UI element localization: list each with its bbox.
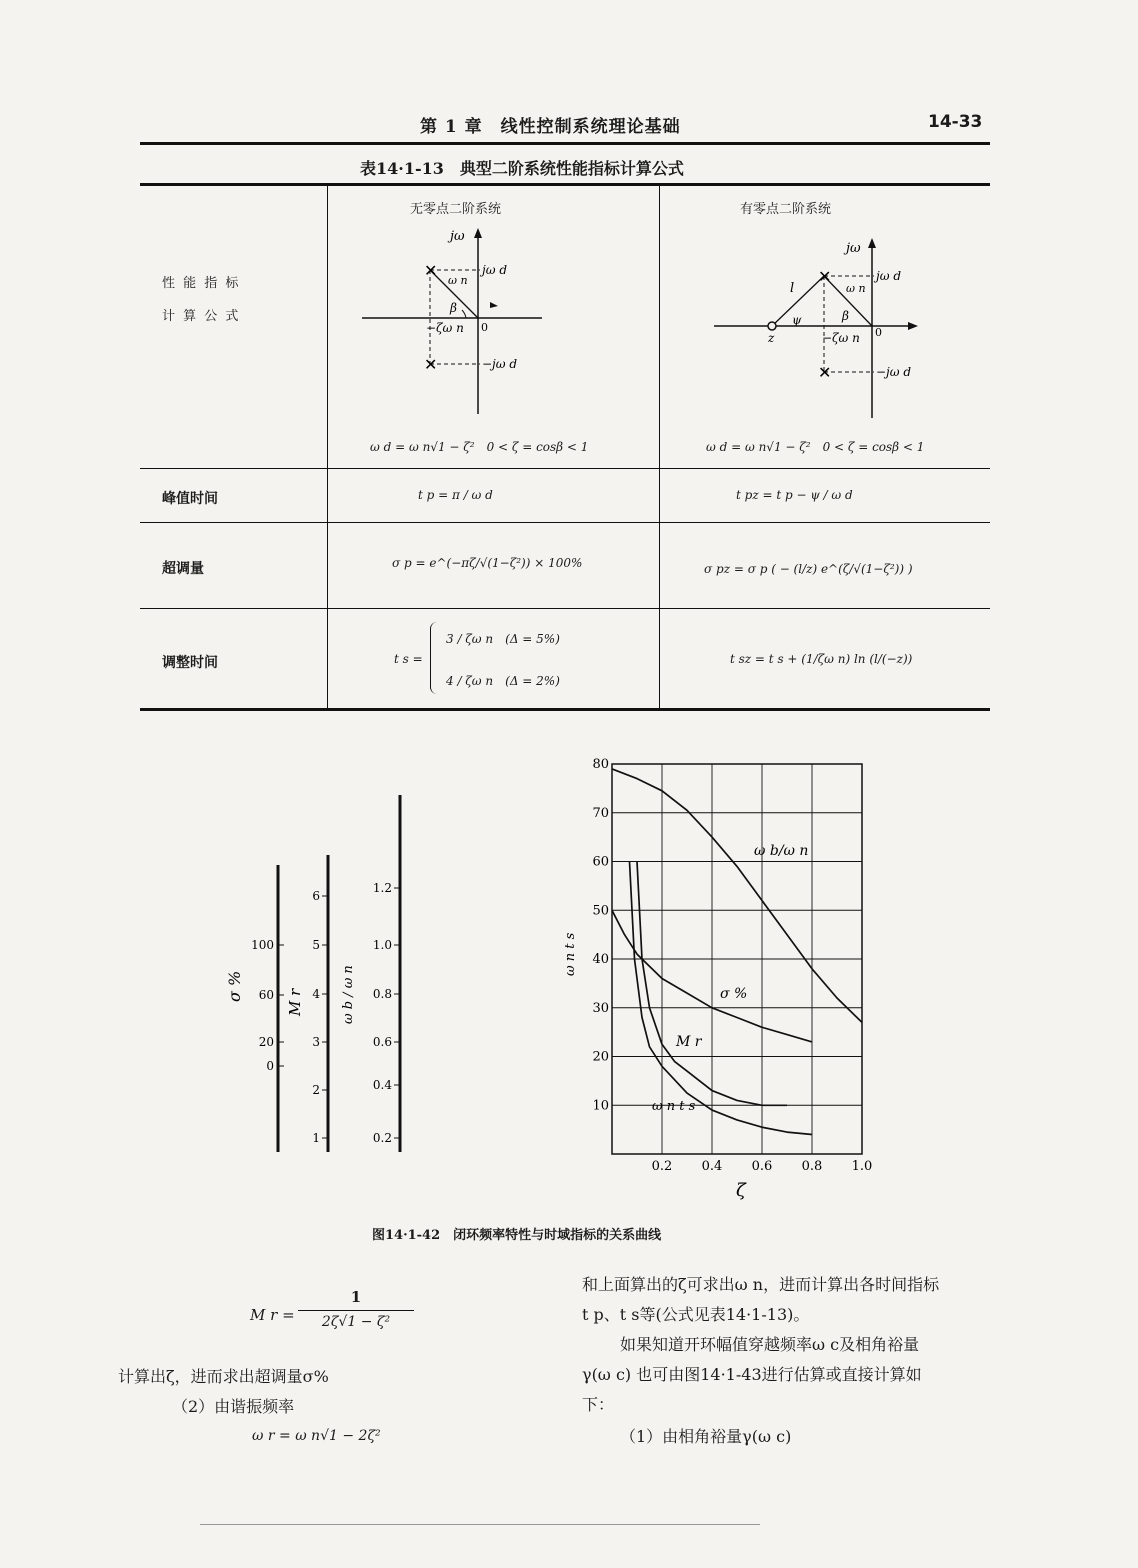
wn-label: ω n — [846, 282, 866, 295]
beta-label: β — [842, 309, 849, 323]
wr-formula: ω r = ω n√1 − 2ζ² — [252, 1428, 381, 1444]
mr-tick-label: 6 — [312, 889, 320, 903]
right-paragraph-2: t p、t s等(公式见表14·1-13)。 — [582, 1305, 810, 1324]
y-tick-label: 50 — [592, 903, 609, 919]
header-rule — [140, 142, 990, 145]
col-header-with-zero: 有零点二阶系统 — [740, 202, 832, 217]
left-paragraph-1: 计算出ζ，进而求出超调量σ% — [118, 1367, 329, 1386]
right-paragraph-3: 如果知道开环幅值穿越频率ω c及相角裕量 — [620, 1335, 920, 1354]
jw-label: jω — [450, 229, 465, 244]
pole-x-mark: ✕ — [424, 355, 438, 374]
left-paragraph-2: （2）由谐振频率 — [172, 1397, 295, 1416]
wb-tick-label: 0.2 — [372, 1131, 392, 1145]
nomogram — [200, 780, 430, 1160]
col-header-no-zero: 无零点二阶系统 — [410, 202, 502, 217]
table-col-line — [327, 185, 328, 709]
wb-tick-label: 0.6 — [372, 1035, 392, 1049]
series-label-sigma: σ % — [720, 986, 748, 1002]
jwd-label: jω d — [482, 263, 508, 277]
neg-zwn-label: −ζω n — [822, 331, 860, 345]
l-label: l — [790, 281, 795, 296]
mr-tick-label: 1 — [312, 1131, 320, 1145]
series-label-wb: ω b/ω n — [754, 843, 809, 859]
formula-ts-5pct: 3 / ζω n (Δ = 5%) — [446, 632, 560, 646]
footer-rule — [200, 1524, 760, 1525]
zero-circle-mark — [768, 322, 776, 330]
table-bottom-rule — [140, 708, 990, 711]
page-number: 14-33 — [928, 112, 983, 132]
wb-tick-label: 1.0 — [372, 938, 392, 952]
sigma-tick-label: 20 — [258, 1035, 274, 1049]
table-top-rule — [140, 183, 990, 186]
figure-caption: 图14·1-42 闭环频率特性与时域指标的关系曲线 — [372, 1228, 662, 1243]
sigma-axis-label: σ % — [225, 970, 244, 1002]
y-tick-label: 40 — [592, 952, 609, 967]
neg-jwd-label: −jω d — [482, 357, 518, 371]
pole-x-mark: ✕ — [424, 261, 438, 280]
pole-x-mark: ✕ — [818, 363, 832, 382]
neg-jwd-label: −jω d — [876, 365, 912, 379]
y-axis-label: ω n t s — [563, 932, 578, 976]
sigma-tick-label: 60 — [258, 988, 274, 1002]
wb-tick-label: 0.4 — [372, 1078, 392, 1092]
y-tick-label: 60 — [592, 854, 609, 870]
right-paragraph-1: 和上面算出的ζ可求出ω n，进而计算出各时间指标 — [582, 1275, 940, 1294]
x-axis-label: ζ — [736, 1180, 746, 1201]
right-paragraph-5: 下： — [582, 1395, 615, 1414]
mr-formula-lhs: M r = — [250, 1306, 295, 1324]
mr-tick-label: 4 — [312, 987, 320, 1001]
psi-label: ψ — [792, 313, 802, 327]
mr-formula-den: 2ζ√1 − ζ² — [321, 1314, 391, 1330]
formula-ts-2pct: 4 / ζω n (Δ = 2%) — [446, 674, 560, 688]
y-tick-label: 70 — [592, 805, 609, 821]
mr-axis-label: M r — [286, 988, 304, 1016]
table-title: 表14·1-13 典型二阶系统性能指标计算公式 — [360, 159, 684, 178]
table-row-line — [140, 522, 990, 523]
x-tick-label: 0.2 — [651, 1159, 673, 1174]
y-tick-label: 80 — [592, 757, 609, 772]
y-tick-label: 20 — [592, 1049, 609, 1065]
series-label-wnts: ω n t s — [652, 1099, 696, 1114]
right-paragraph-4: γ(ω c) 也可由图14·1-43进行估算或直接计算如 — [582, 1365, 922, 1384]
mr-tick-label: 5 — [312, 938, 320, 952]
formula-wd-right: ω d = ω n√1 − ζ² 0 < ζ = cosβ < 1 — [706, 440, 925, 454]
table-row-line — [140, 608, 990, 609]
pole-diagram-with-zero — [662, 228, 987, 428]
y-tick-label: 30 — [592, 1000, 609, 1016]
y-tick-label: 10 — [592, 1098, 609, 1114]
pole-x-mark: ✕ — [818, 267, 832, 286]
right-paragraph-6: （1）由相角裕量γ(ω c) — [620, 1427, 792, 1446]
wb-tick-label: 0.8 — [372, 987, 392, 1001]
row-label-line1: 性 能 指 标 — [162, 276, 241, 291]
table-row-line — [140, 468, 990, 469]
jwd-label: jω d — [876, 269, 902, 283]
row-label-settling-time: 调整时间 — [162, 655, 218, 671]
formula-sigma-p: σ p = e^(−πζ/√(1−ζ²)) × 100% — [392, 556, 583, 570]
wb-axis-label: ω b / ω n — [341, 965, 356, 1024]
beta-label: β — [450, 301, 457, 315]
formula-sigma-pz: σ pz = σ p ( − (l/z) e^(ζ/√(1−ζ²)) ) — [704, 562, 913, 576]
sigma-tick-label: 0 — [266, 1059, 274, 1073]
series-label-mr: M r — [676, 1034, 702, 1050]
x-tick-label: 0.4 — [701, 1159, 723, 1174]
formula-tp: t p = π / ω d — [418, 488, 493, 502]
z-label: z — [768, 331, 775, 345]
series-line-0 — [612, 769, 862, 1023]
formula-tsz: t sz = t s + (1/ζω n) ln (l/(−z)) — [730, 652, 913, 666]
x-tick-label: 0.6 — [751, 1159, 773, 1174]
pole-diagram-no-zero — [330, 222, 655, 422]
formula-ts-prefix: t s = — [394, 652, 423, 666]
brace — [430, 622, 437, 694]
formula-tpz: t pz = t p − ψ / ω d — [736, 488, 853, 502]
formula-wd-left: ω d = ω n√1 − ζ² 0 < ζ = cosβ < 1 — [370, 440, 589, 454]
x-tick-label: 1.0 — [851, 1159, 873, 1174]
line-chart — [560, 752, 900, 1202]
neg-zwn-label: −ζω n — [426, 321, 464, 335]
table-col-line — [659, 185, 660, 709]
row-label-overshoot: 超调量 — [162, 561, 204, 577]
origin-label: 0 — [875, 326, 882, 339]
jw-label: jω — [846, 241, 861, 256]
mr-tick-label: 2 — [312, 1083, 320, 1097]
origin-label: 0 — [481, 321, 488, 334]
row-label-peak-time: 峰值时间 — [162, 491, 218, 507]
fraction-bar — [298, 1310, 414, 1311]
mr-tick-label: 3 — [312, 1035, 320, 1049]
wb-tick-label: 1.2 — [372, 881, 392, 895]
wn-label: ω n — [448, 274, 468, 287]
row-label-line2: 计 算 公 式 — [162, 309, 241, 324]
chapter-title: 第 1 章 线性控制系统理论基础 — [420, 117, 681, 137]
x-tick-label: 0.8 — [801, 1159, 823, 1174]
mr-formula-num: 1 — [350, 1288, 362, 1306]
sigma-tick-label: 100 — [251, 938, 274, 952]
